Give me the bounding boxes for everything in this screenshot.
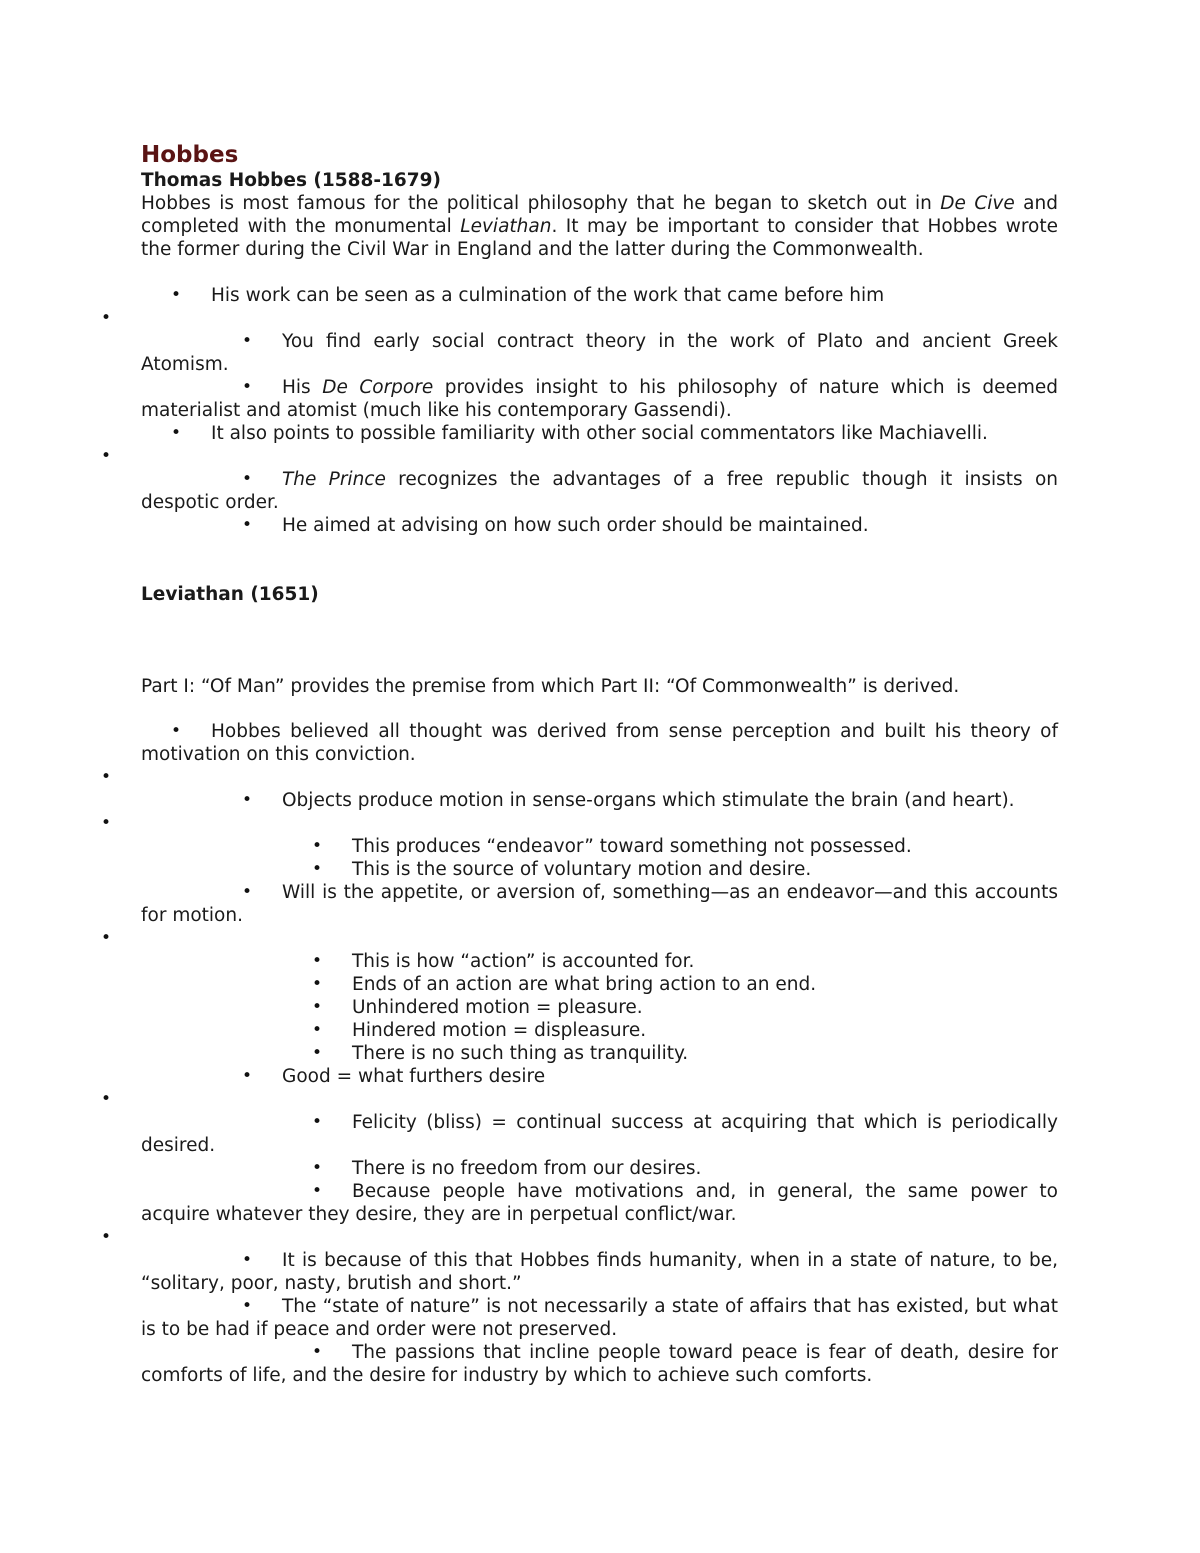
list-item: • Good = what furthers desire — [141, 1065, 1058, 1088]
list-item-empty — [141, 766, 1058, 789]
list-item-empty — [141, 1088, 1058, 1111]
list-item: • It also points to possible familiarity with other social commentators like Machiavelli. — [141, 422, 1058, 445]
part-intro-paragraph: Part I: “Of Man” provides the premise from which Part II: “Of Commonwealth” is derived. — [141, 676, 960, 697]
intro-text-1: Hobbes is most famous for the political philosophy that he began to sketch out in — [141, 193, 941, 214]
bullet-list-leviathan — [141, 720, 1058, 1387]
list-item-empty — [141, 927, 1058, 950]
section-title-leviathan: Leviathan (1651) — [141, 584, 319, 605]
intro-text-3: . It may be important to consider that Hobbes wrote the former during the Civil War in England and the latter during the Commonwealth. — [141, 216, 1058, 260]
list-item: • Because people have motivations and, in general, the same power to acquire whatever they desire, they are in perpetual conflict/war. — [141, 1180, 1058, 1226]
list-item: • This is the source of voluntary motion and desire. — [141, 858, 1058, 881]
intro-text-2: and completed with the monumental — [141, 193, 1058, 237]
list-item: • Ends of an action are what bring action to an end. — [141, 973, 1058, 996]
list-item: • This is how “action” is accounted for. — [141, 950, 1058, 973]
list-item — [141, 376, 1058, 422]
list-item-empty — [141, 1226, 1058, 1249]
list-item: • Hobbes believed all thought was derived from sense perception and built his theory of motivation on this conviction. — [141, 720, 1058, 766]
intro-work-de-cive: De Cive — [940, 193, 1015, 214]
document-body — [141, 141, 1058, 1387]
list-item: • His work can be seen as a culmination of the work that came before him — [141, 284, 1058, 307]
list-item: • Will is the appetite, or aversion of, something—as an endeavor—and this accounts for motion. — [141, 881, 1058, 927]
bullet-list-influences — [141, 284, 1058, 537]
list-text: provides insight to his philosophy of nature which is deemed materialist and atomist (much like his contemporary Gassendi). — [141, 377, 1059, 421]
list-item: • It is because of this that Hobbes finds humanity, when in a state of nature, to be, “solitary, poor, nasty, brutish and short.” — [141, 1249, 1058, 1295]
intro-paragraph — [141, 192, 1058, 261]
list-item — [141, 468, 1058, 514]
list-item-empty — [141, 307, 1058, 330]
document-subtitle: Thomas Hobbes (1588-1679) — [141, 170, 441, 191]
list-item: • This produces “endeavor” toward something not possessed. — [141, 835, 1058, 858]
list-item-empty — [141, 445, 1058, 468]
list-item: • Objects produce motion in sense-organs which stimulate the brain (and heart). — [141, 789, 1058, 812]
list-item: • Felicity (bliss) = continual success at acquiring that which is periodically desired. — [141, 1111, 1058, 1157]
list-text: His — [282, 377, 323, 398]
list-item: • Hindered motion = displeasure. — [141, 1019, 1058, 1042]
list-text: recognizes the advantages of a free republic though it insists on despotic order. — [141, 469, 1058, 513]
list-item: • He aimed at advising on how such order should be maintained. — [141, 514, 1058, 537]
list-item: • The passions that incline people toward peace is fear of death, desire for comforts of life, and the desire for industry by which to achieve such comforts. — [141, 1341, 1058, 1387]
list-item: • Unhindered motion = pleasure. — [141, 996, 1058, 1019]
work-de-corpore: De Corpore — [322, 377, 434, 398]
work-the-prince: The Prince — [282, 469, 386, 490]
intro-work-leviathan: Leviathan — [460, 216, 552, 237]
spacer — [141, 261, 1058, 284]
list-item-empty — [141, 812, 1058, 835]
list-item: • There is no freedom from our desires. — [141, 1157, 1058, 1180]
document-title: Hobbes — [141, 142, 239, 168]
list-item: • There is no such thing as tranquility. — [141, 1042, 1058, 1065]
list-item: • You find early social contract theory in the work of Plato and ancient Greek Atomism. — [141, 330, 1058, 376]
list-item: • The “state of nature” is not necessarily a state of affairs that has existed, but what is to be had if peace and order were not preserved. — [141, 1295, 1058, 1341]
